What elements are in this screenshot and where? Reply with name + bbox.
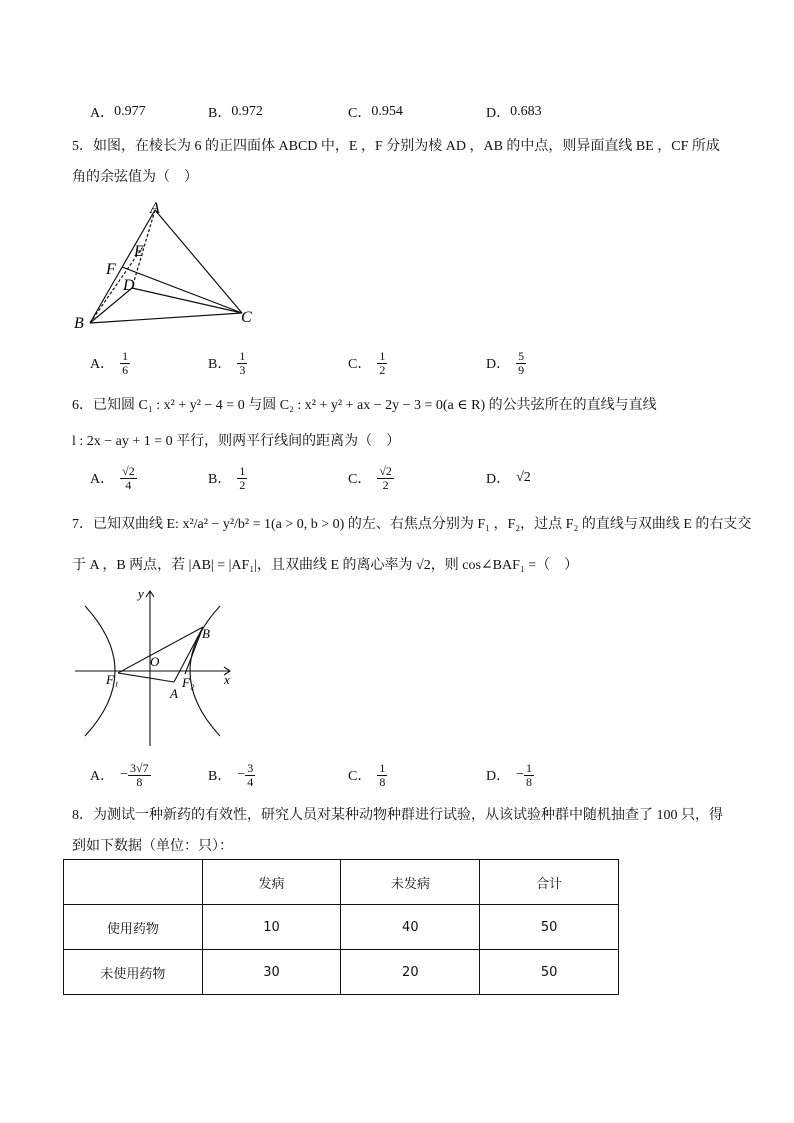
q6-choice-d: D． √2	[486, 470, 531, 487]
q7-text-line1: 7．已知双曲线 E: x²/a² − y²/b² = 1(a > 0, b > 0) 的左、右焦点分别为 F₁ ，F₂，过点 F₂ 的直线与双曲线 E 的右支交	[72, 517, 752, 532]
q6-choice-a: A． $\frac{√2}{4}$	[90, 463, 135, 492]
q8-data-table	[63, 859, 619, 995]
label-b: B	[74, 315, 84, 332]
q7-choice-b: B． − $\frac{3}{4}$	[208, 760, 254, 789]
label-o: O	[150, 654, 160, 669]
table-header-row	[64, 860, 619, 905]
q6-choice-b: B． $\frac{1}{2}$	[208, 463, 246, 492]
q7-hyperbola-figure	[70, 586, 250, 751]
q5-text-line2: 角的余弦值为（ ）	[72, 170, 198, 185]
table-header-cell: 未发病	[341, 860, 480, 905]
label-c: C	[241, 309, 252, 326]
q6-choice-c: C． $\frac{√2}{2}$	[348, 463, 392, 492]
q4-choice-c: C． 0.954	[348, 104, 403, 121]
q6-text-line1: 6．已知圆 C₁ : x² + y² − 4 = 0 与圆 C₂ : x² + y² + ax − 2y − 3 = 0(a ∈ R) 的公共弦所在的直线与直线	[72, 398, 657, 413]
table-header-cell: 合计	[480, 860, 619, 905]
table-cell: 20	[341, 950, 480, 995]
table-cell: 使用药物	[64, 905, 203, 950]
table-cell: 40	[341, 905, 480, 950]
label-a: A	[150, 200, 160, 217]
label-y: y	[138, 586, 144, 601]
q6-text-line2: l : 2x − ay + 1 = 0 平行，则两平行线间的距离为（ ）	[72, 434, 401, 449]
q4-choice-b: B． 0.972	[208, 104, 263, 121]
q4-choice-a: A． 0.977	[90, 104, 146, 121]
q5-choices	[90, 346, 690, 380]
q7-choices	[90, 758, 690, 792]
q8-text-line2: 到如下数据（单位：只）：	[72, 839, 233, 854]
q8-text-line1: 8．为测试一种新药的有效性，研究人员对某种动物种群进行试验，从该试验种群中随机抽查了 100 只，得	[72, 808, 723, 823]
table-header-cell	[64, 860, 203, 905]
q7-choice-c: C． $\frac{1}{8}$	[348, 760, 386, 789]
q6-choices	[90, 461, 690, 495]
table-cell: 未使用药物	[64, 950, 203, 995]
q7-choice-d: D． − $\frac{1}{8}$	[486, 760, 533, 789]
label-e: E	[134, 243, 144, 260]
label-a: A	[170, 686, 178, 701]
table-row	[64, 905, 619, 950]
table-cell: 30	[202, 950, 341, 995]
label-d: D	[123, 277, 135, 294]
q5-text-line1: 5．如图，在棱长为 6 的正四面体 ABCD 中，E ，F 分别为棱 AD ，AB 的中点，则异面直线 BE ，CF 所成	[72, 139, 720, 154]
q5-choice-c: C． $\frac{1}{2}$	[348, 348, 386, 377]
q7-choice-a: A． − $\frac{3√7}{8}$	[90, 760, 149, 789]
q5-choice-a: A． $\frac{1}{6}$	[90, 348, 129, 377]
label-f1: F₁	[106, 672, 119, 687]
q5-tetrahedron-figure	[70, 198, 270, 338]
table-cell: 50	[480, 950, 619, 995]
q4-choices	[90, 99, 690, 125]
table-cell: 10	[202, 905, 341, 950]
table-header-cell: 发病	[202, 860, 341, 905]
q4-choice-d: D． 0.683	[486, 104, 542, 121]
table-row	[64, 950, 619, 995]
table-cell: 50	[480, 905, 619, 950]
q7-text-line2: 于 A ，B 两点，若 |AB| = |AF₁|，且双曲线 E 的离心率为 √2，则 cos∠BAF₁ =（ ）	[72, 558, 579, 573]
label-x: x	[224, 672, 230, 687]
label-f2: F₂	[182, 675, 195, 690]
label-b: B	[202, 626, 210, 641]
label-f: F	[106, 261, 116, 278]
q5-choice-d: D． $\frac{5}{9}$	[486, 348, 525, 377]
q5-choice-b: B． $\frac{1}{3}$	[208, 348, 246, 377]
